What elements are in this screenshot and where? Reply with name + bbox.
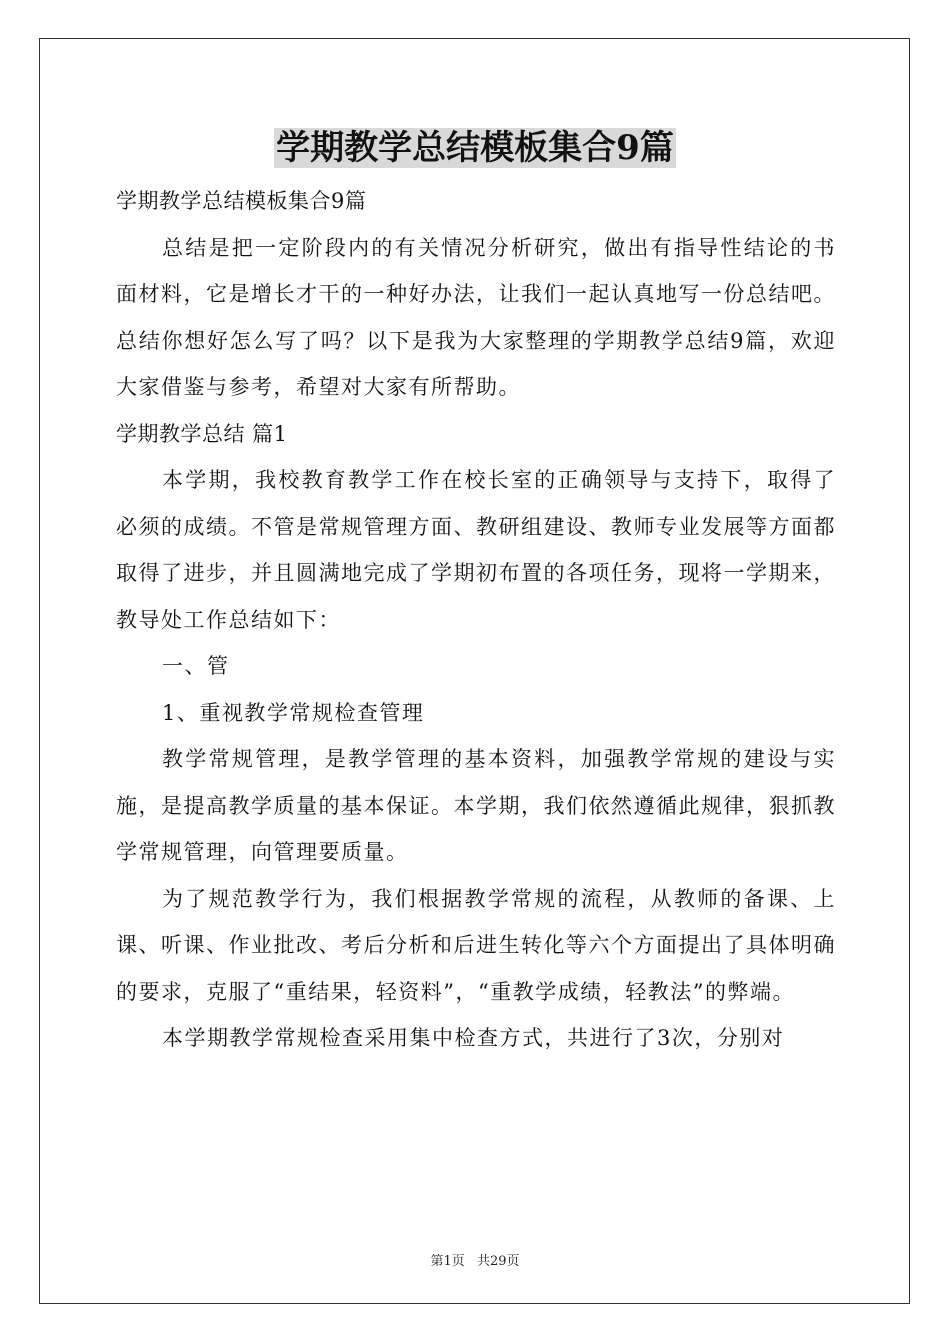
paragraph: 教学常规管理，是教学管理的基本资料，加强教学常规的建设与实施，是提高教学质量的基本保证。本学期，我们依然遵循此规律，狠抓教学常规管理，向管理要质量。 <box>116 747 836 864</box>
page-number: 第1页 <box>430 1254 465 1269</box>
section-heading-guan: 一、管 <box>162 654 230 678</box>
section-heading-1: 学期教学总结 篇1 <box>116 421 288 446</box>
subsection-heading: 1、重视教学常规检查管理 <box>162 700 425 725</box>
paragraph: 本学期教学常规检查采用集中检查方式，共进行了3次，分别对 <box>162 1026 785 1050</box>
paragraph-subtitle: 学期教学总结模板集合9篇 <box>116 189 367 213</box>
paragraph: 本学期，我校教育教学工作在校长室的正确领导与支持下，取得了必须的成绩。不管是常规管理方面、教研组建设、教师专业发展等方面都取得了进步，并且圆满地完成了学期初布置的各项任务，现将一学期来，教导处工作总结如下： <box>116 468 836 632</box>
page-footer <box>0 1250 950 1269</box>
page-total: 共29页 <box>476 1254 520 1269</box>
title-container <box>0 128 950 168</box>
paragraph: 为了规范教学行为，我们根据教学常规的流程，从教师的备课、上课、听课、作业批改、考后分析和后进生转化等六个方面提出了具体明确的要求，克服了“重结果，轻资料”，“重教学成绩，轻教法”的弊端。 <box>116 886 836 1004</box>
paragraph-intro: 总结是把一定阶段内的有关情况分析研究，做出有指导性结论的书面材料，它是增长才干的一种好办法，让我们一起认真地写一份总结吧。总结你想好怎么写了吗？以下是我为大家整理的学期教学总结9篇，欢迎大家借鉴与参考，希望对大家有所帮助。 <box>116 235 836 399</box>
document-body <box>116 178 836 1062</box>
document-title: 学期教学总结模板集合9篇 <box>276 128 674 168</box>
